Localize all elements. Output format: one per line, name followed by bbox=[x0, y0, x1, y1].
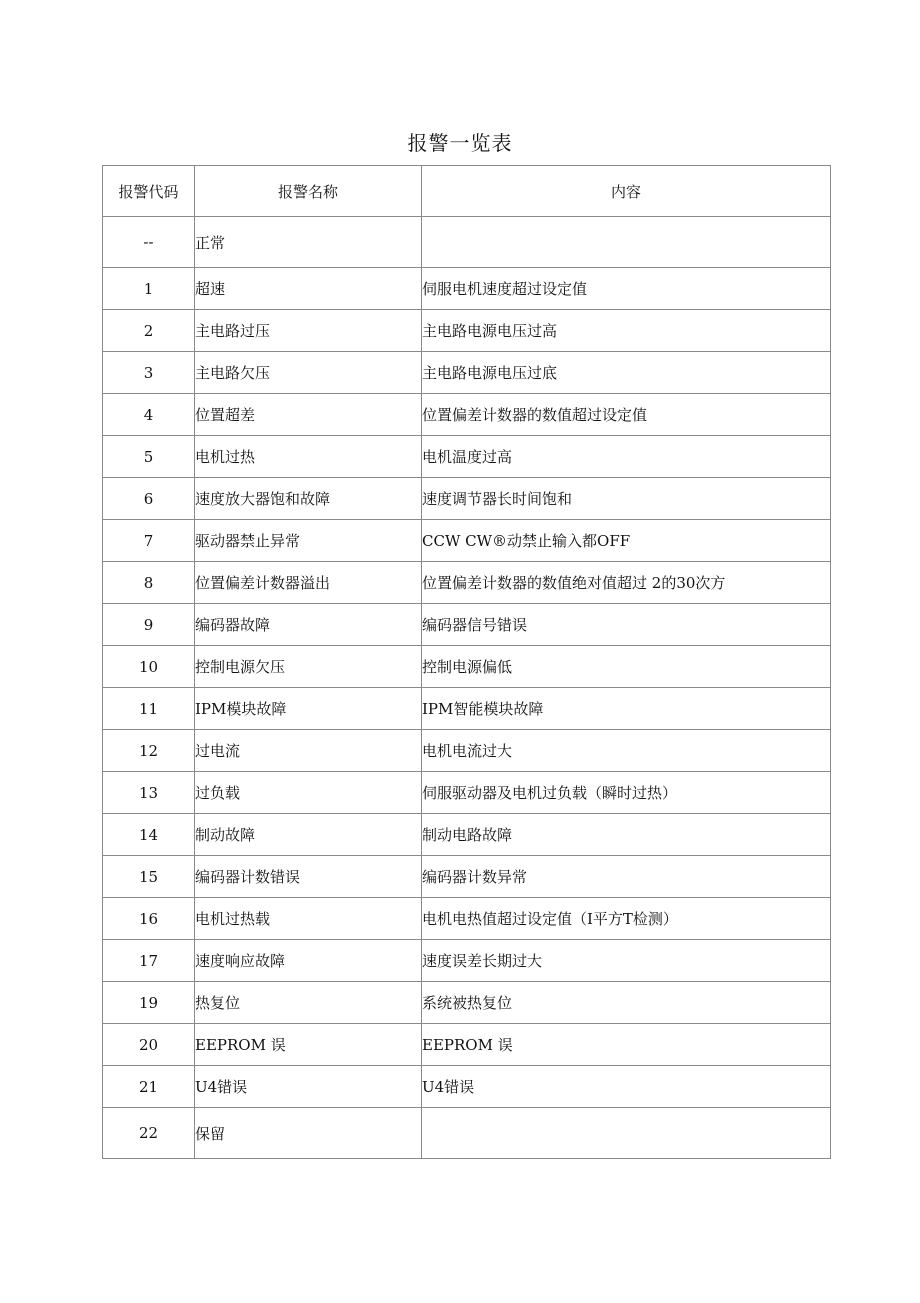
alarm-content: 主电路电源电压过高 bbox=[422, 310, 831, 352]
alarm-name: 主电路欠压 bbox=[195, 352, 422, 394]
alarm-content: EEPROM 误 bbox=[422, 1024, 831, 1066]
alarm-content: 电机温度过高 bbox=[422, 436, 831, 478]
alarm-code: 8 bbox=[103, 562, 195, 604]
alarm-name: 制动故障 bbox=[195, 814, 422, 856]
alarm-content: 速度调节器长时间饱和 bbox=[422, 478, 831, 520]
alarm-code: 22 bbox=[103, 1108, 195, 1159]
alarm-content: 编码器信号错误 bbox=[422, 604, 831, 646]
alarm-name: 主电路过压 bbox=[195, 310, 422, 352]
alarm-content: 电机电热值超过设定值（I平方T检测） bbox=[422, 898, 831, 940]
alarm-name: 速度响应故障 bbox=[195, 940, 422, 982]
table-row bbox=[103, 646, 831, 688]
alarm-code: 17 bbox=[103, 940, 195, 982]
table-row bbox=[103, 394, 831, 436]
alarm-name: 速度放大器饱和故障 bbox=[195, 478, 422, 520]
column-header-code: 报警代码 bbox=[103, 166, 195, 217]
alarm-name: 位置偏差计数器溢出 bbox=[195, 562, 422, 604]
alarm-code: 19 bbox=[103, 982, 195, 1024]
column-header-content: 内容 bbox=[422, 166, 831, 217]
table-row bbox=[103, 730, 831, 772]
alarm-code: 21 bbox=[103, 1066, 195, 1108]
table-row bbox=[103, 688, 831, 730]
table-row bbox=[103, 310, 831, 352]
table-row bbox=[103, 562, 831, 604]
alarm-code: 12 bbox=[103, 730, 195, 772]
alarm-content: 制动电路故障 bbox=[422, 814, 831, 856]
alarm-code: 6 bbox=[103, 478, 195, 520]
alarm-code: 14 bbox=[103, 814, 195, 856]
alarm-code: 13 bbox=[103, 772, 195, 814]
table-row bbox=[103, 982, 831, 1024]
alarm-code: 7 bbox=[103, 520, 195, 562]
table-row bbox=[103, 1066, 831, 1108]
table-row bbox=[103, 352, 831, 394]
alarm-code: 10 bbox=[103, 646, 195, 688]
alarm-table bbox=[102, 165, 831, 1159]
alarm-code: 20 bbox=[103, 1024, 195, 1066]
alarm-code: 15 bbox=[103, 856, 195, 898]
alarm-name: 编码器故障 bbox=[195, 604, 422, 646]
alarm-content: 系统被热复位 bbox=[422, 982, 831, 1024]
alarm-content: 电机电流过大 bbox=[422, 730, 831, 772]
alarm-content: 主电路电源电压过底 bbox=[422, 352, 831, 394]
table-row bbox=[103, 940, 831, 982]
alarm-code: 1 bbox=[103, 268, 195, 310]
table-row bbox=[103, 478, 831, 520]
alarm-code: 2 bbox=[103, 310, 195, 352]
alarm-name: EEPROM 误 bbox=[195, 1024, 422, 1066]
page-title: 报警一览表 bbox=[407, 131, 513, 155]
alarm-code: 5 bbox=[103, 436, 195, 478]
alarm-name: 电机过热 bbox=[195, 436, 422, 478]
alarm-content: 伺服电机速度超过设定值 bbox=[422, 268, 831, 310]
alarm-code: 9 bbox=[103, 604, 195, 646]
alarm-code: 16 bbox=[103, 898, 195, 940]
table-header-row bbox=[103, 166, 831, 217]
alarm-content bbox=[422, 217, 831, 268]
table-row bbox=[103, 436, 831, 478]
table-row bbox=[103, 772, 831, 814]
alarm-name: IPM模块故障 bbox=[195, 688, 422, 730]
table-row bbox=[103, 898, 831, 940]
alarm-content: 编码器计数异常 bbox=[422, 856, 831, 898]
alarm-content: 伺服驱动器及电机过负载（瞬时过热） bbox=[422, 772, 831, 814]
alarm-content: 位置偏差计数器的数值超过设定值 bbox=[422, 394, 831, 436]
alarm-name: 控制电源欠压 bbox=[195, 646, 422, 688]
alarm-code: 3 bbox=[103, 352, 195, 394]
alarm-code: 4 bbox=[103, 394, 195, 436]
alarm-content: U4错误 bbox=[422, 1066, 831, 1108]
alarm-name: 编码器计数错误 bbox=[195, 856, 422, 898]
table-row bbox=[103, 1024, 831, 1066]
column-header-name: 报警名称 bbox=[195, 166, 422, 217]
alarm-name: 位置超差 bbox=[195, 394, 422, 436]
alarm-name: 超速 bbox=[195, 268, 422, 310]
alarm-name: 热复位 bbox=[195, 982, 422, 1024]
alarm-name: 驱动器禁止异常 bbox=[195, 520, 422, 562]
alarm-code: 11 bbox=[103, 688, 195, 730]
table-row bbox=[103, 1108, 831, 1159]
table-row bbox=[103, 520, 831, 562]
table-row bbox=[103, 268, 831, 310]
alarm-content bbox=[422, 1108, 831, 1159]
alarm-content: IPM智能模块故障 bbox=[422, 688, 831, 730]
alarm-name: 过负载 bbox=[195, 772, 422, 814]
alarm-name: U4错误 bbox=[195, 1066, 422, 1108]
table-row bbox=[103, 856, 831, 898]
alarm-content: 速度误差长期过大 bbox=[422, 940, 831, 982]
alarm-content: 控制电源偏低 bbox=[422, 646, 831, 688]
alarm-name: 电机过热载 bbox=[195, 898, 422, 940]
table-row bbox=[103, 814, 831, 856]
alarm-code: -- bbox=[103, 217, 195, 268]
alarm-name: 过电流 bbox=[195, 730, 422, 772]
alarm-content: 位置偏差计数器的数值绝对值超过 2的30次方 bbox=[422, 562, 831, 604]
alarm-content: CCW CW®动禁止输入都OFF bbox=[422, 520, 831, 562]
table-row bbox=[103, 217, 831, 268]
alarm-name: 正常 bbox=[195, 217, 422, 268]
table-row bbox=[103, 604, 831, 646]
alarm-name: 保留 bbox=[195, 1108, 422, 1159]
